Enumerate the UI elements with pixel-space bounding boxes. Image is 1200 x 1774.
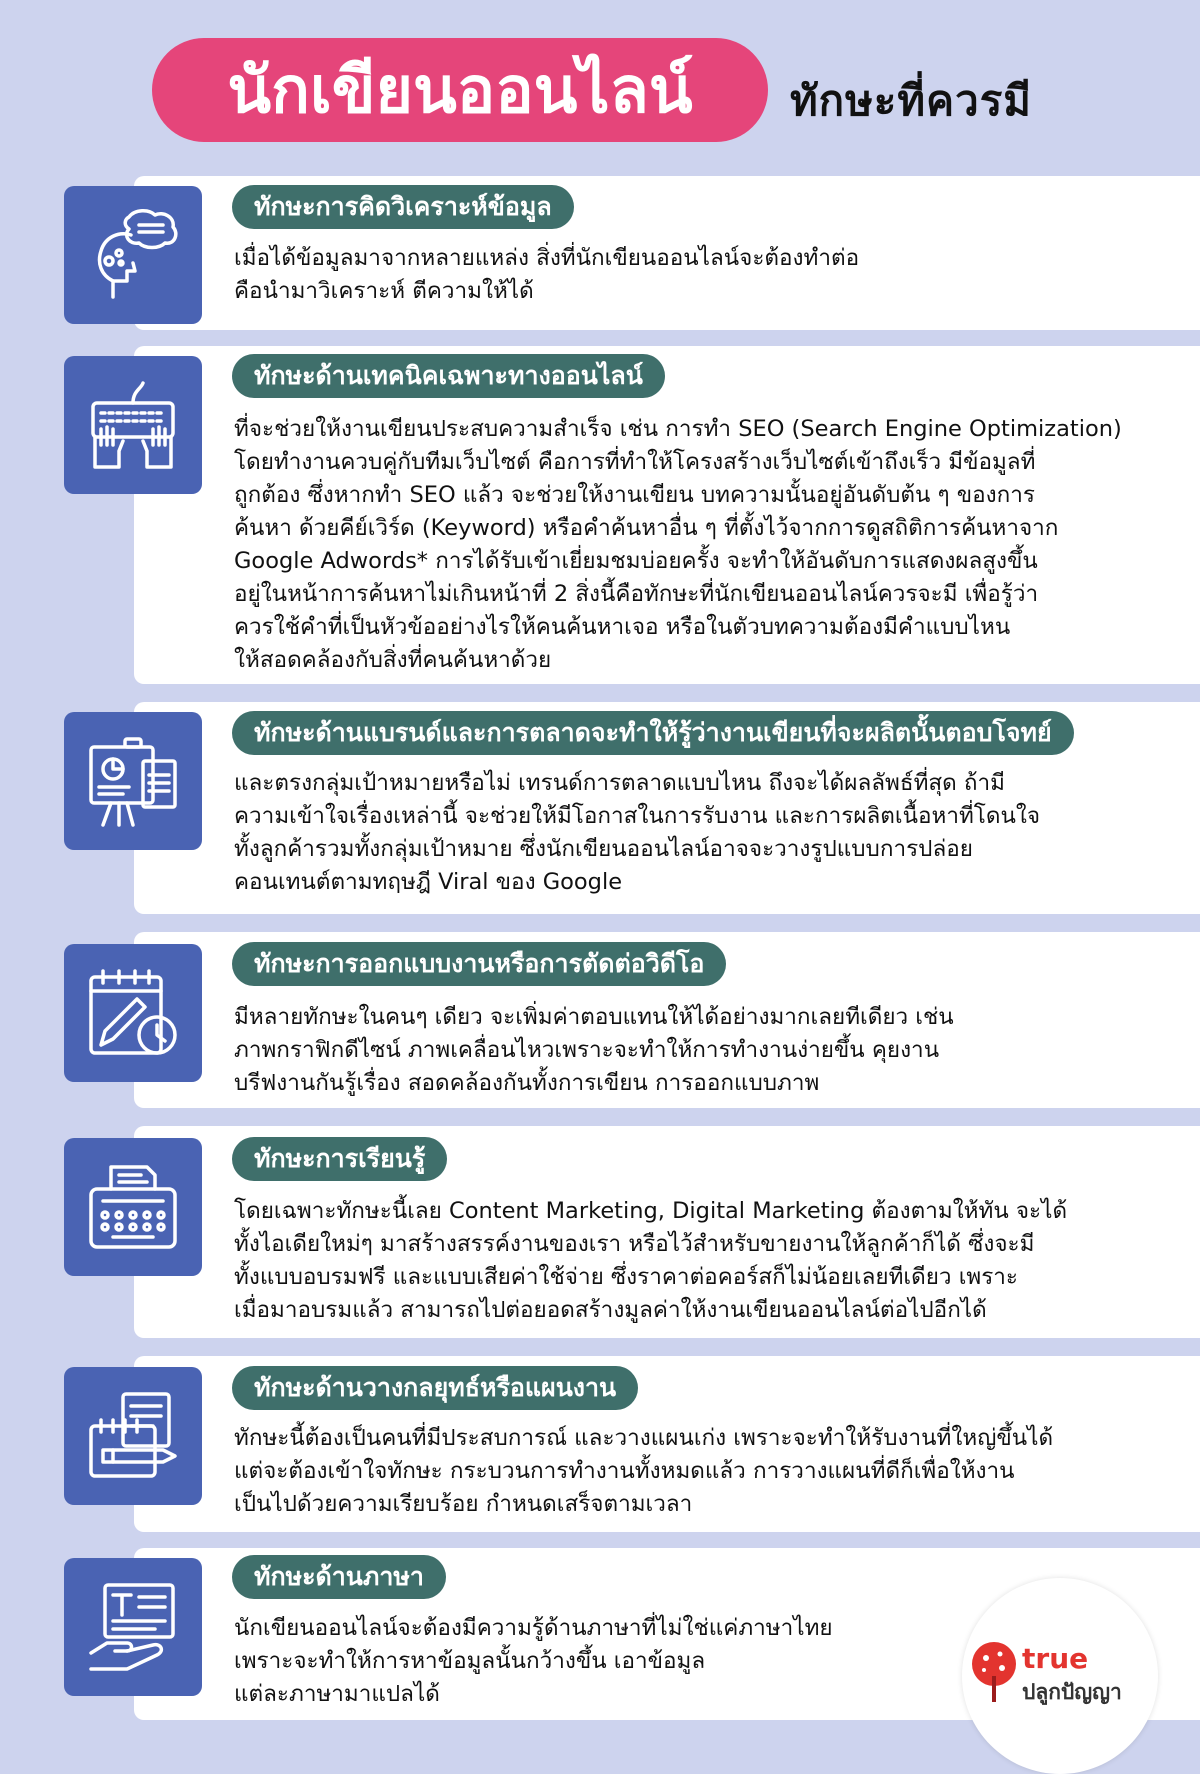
brand-name: true [1022,1642,1089,1675]
skill-description: โดยเฉพาะทักษะนี้เลย Content Marketing, Digital Marketing ต้องตามให้ทัน จะได้ ทั้งไอเดียใหม่ๆ มาสร้างสรรค์งานของเรา หรือไว้สำหรับขายงานให้ลูกค้าก็ได้ ซึ่งจะมี ทั้งแบบอบรมฟรี และแบบเสียค่าใช้จ่าย ซึ่งราคาต่อคอร์สก็ไม่น้อยเลยทีเดียว เพราะ เมื่อมาอบรมแล้ว สามารถไปต่อยอดสร้างมูลค่าให้งานเขียนออนไลน์ต่อไปอีกได้ [234,1198,1068,1323]
skill-description: มีหลายทักษะในคนๆ เดียว จะเพิ่มค่าตอบแทนให้ได้อย่างมากเลยทีเดียว เช่น ภาพกราฟิกดีไซน์ ภาพเคลื่อนไหวเพราะจะทำให้การทำงานง่ายขึ้น คุยงาน บรีฟงานกันรู้เรื่อง สอดคล้องกันทั้งการเขียน การออกแบบภาพ [234,1004,954,1096]
skill-heading: ทักษะด้านวางกลยุทธ์หรือแผนงาน [232,1366,638,1410]
skill-heading: ทักษะการเรียนรู้ [232,1137,447,1181]
skill-description: ที่จะช่วยให้งานเขียนประสบความสำเร็จ เช่น การทำ SEO (Search Engine Optimization) โดยทำงานควบคู่กับทีมเว็บไซต์ คือการที่ทำให้โครงสร้างเว็บไซต์เข้าถึงเร็ว มีข้อมูลที่ ถูกต้อง ซึ่งหากทำ SEO แล้ว จะช่วยให้งานเขียน บทความนั้นอยู่อันดับต้น ๆ ของการ ค้นหา ด้วยคีย์เวิร์ด (Keyword) หรือคำค้นหาอื่น ๆ ที่ตั้งไว้จากการดูสถิติการค้นหาจาก Google Adwords* การได้รับเข้าเยี่ยมชมบ่อยครั้ง จะทำให้อันดับการแสดงผลสูงขึ้น อยู่ในหน้าการค้นหาไม่เกินหน้าที่ 2 สิ่งนี้คือทักษะที่นักเขียนออนไลน์ควรจะมี เพื่อรู้ว่า ควรใช้คำที่เป็นหัวข้ออย่างไรให้คนค้นหาเจอ หรือในตัวบทความต้องมีคำแบบไหน ให้สอดคล้องกับสิ่งที่คนค้นหาด้วย [234,416,1122,673]
skill-heading: ทักษะด้านเทคนิคเฉพาะทางออนไลน์ [232,354,665,398]
skill-heading: ทักษะการออกแบบงานหรือการตัดต่อวิดีโอ [232,942,726,986]
skill-description: ทักษะนี้ต้องเป็นคนที่มีประสบการณ์ และวางแผนเก่ง เพราะจะทำให้รับงานที่ใหญ่ขึ้นได้ แต่จะต้องเข้าใจทักษะ กระบวนการทำงานทั้งหมดแล้ว การวางแผนที่ดีก็เพื่อให้งาน เป็นไปด้วยความเรียบร้อย กำหนดเสร็จตามเวลา [234,1425,1054,1517]
tree-logo-icon [968,1640,1020,1704]
hand-text-icon [64,1558,202,1696]
skill-description: เมื่อได้ข้อมูลมาจากหลายแหล่ง สิ่งที่นักเขียนออนไลน์จะต้องทำต่อ คือนำมาวิเคราะห์ ตีความให้ได้ [234,245,860,304]
skill-description: และตรงกลุ่มเป้าหมายหรือไม่ เทรนด์การตลาดแบบไหน ถึงจะได้ผลลัพธ์ที่สุด ถ้ามี ความเข้าใจเรื่องเหล่านี้ จะช่วยให้มีโอกาสในการรับงาน และการผลิตเนื้อหาที่โดนใจ ทั้งลูกค้ารวมทั้งกลุ่มเป้าหมาย ซึ่งนักเขียนออนไลน์อาจจะวางรูปแบบการปล่อย คอนเทนต์ตามทฤษฎี Viral ของ Google [234,770,1041,895]
notepad-pencil-icon [64,1367,202,1505]
keyboard-hands-icon [64,356,202,494]
thinking-head-icon [64,186,202,324]
skill-heading: ทักษะด้านภาษา [232,1555,446,1599]
page-title: นักเขียนออนไลน์ [152,38,768,142]
typewriter-icon [64,1138,202,1276]
skill-heading: ทักษะการคิดวิเคราะห์ข้อมูล [232,185,574,229]
skill-description: นักเขียนออนไลน์จะต้องมีความรู้ด้านภาษาที่ไม่ใช่แค่ภาษาไทย เพราะจะทำให้การหาข้อมูลนั้นกว้างขึ้น เอาข้อมูล แต่ละภาษามาแปลได้ [234,1615,833,1707]
presentation-board-icon [64,712,202,850]
calendar-pen-clock-icon [64,944,202,1082]
page-subtitle: ทักษะที่ควรมี [790,76,1032,125]
brand-tagline: ปลูกปัญญา [1022,1680,1122,1704]
skill-heading: ทักษะด้านแบรนด์และการตลาดจะทำให้รู้ว่างานเขียนที่จะผลิตนั้นตอบโจทย์ [232,711,1074,755]
